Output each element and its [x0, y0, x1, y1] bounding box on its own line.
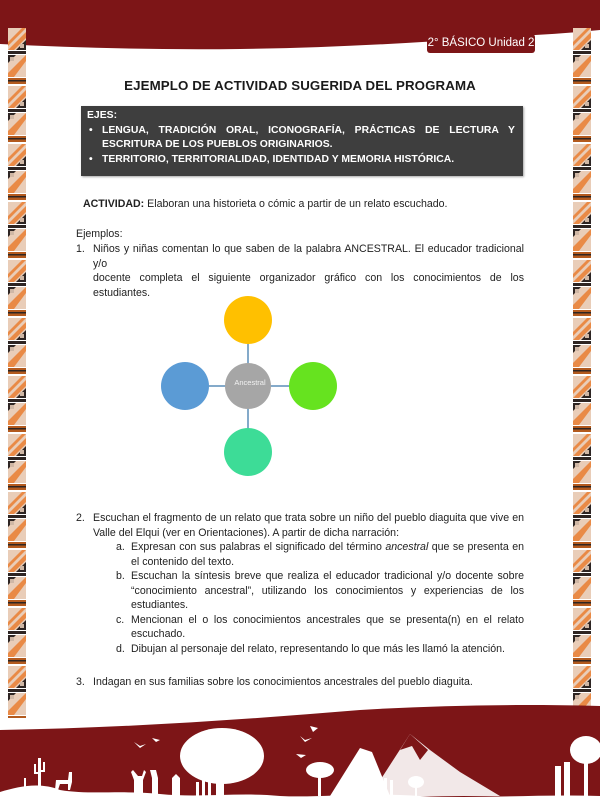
unit-badge: 2° BÁSICO Unidad 2 — [427, 34, 535, 53]
right-decorative-border — [573, 28, 591, 718]
sub-item-letter: c. — [116, 613, 125, 626]
sub-item-text: Dibujan al personaje del relato, representando lo que más les llamó la atención. — [131, 642, 505, 655]
sub-item-letter: b. — [116, 570, 125, 582]
examples-label: Ejemplos: — [76, 228, 123, 240]
ejes-item: • LENGUA, TRADICIÓN ORAL, ICONOGRAFÍA, PRÁCTICAS DE LECTURA Y ESCRITURA DE LOS PUEBLOS ORIGINARIOS. — [87, 124, 515, 153]
step-3 — [76, 675, 524, 690]
diagram-center-label: Ancestral — [234, 378, 266, 387]
landscape-silhouette-icon — [0, 700, 600, 800]
sub-item-text: que se presenta en el contenido del texto. — [131, 541, 524, 568]
step-number: 2. — [76, 512, 85, 524]
sub-item-b — [116, 569, 524, 613]
step-text-line: Valle del Elqui (ver en Orientaciones). A partir de dicha narración: — [93, 526, 400, 539]
sub-item-text: Escuchan la síntesis breve que realiza el educador tradicional y/o docente sobre “conocimiento ancestral”, utilizando los conocimientos y experiencias de los estudiantes. — [131, 570, 524, 611]
diaguita-pattern-icon — [573, 28, 591, 718]
activity-text: Elaboran una historieta o cómic a partir de un relato escuchado. — [144, 198, 448, 210]
diaguita-pattern-icon — [8, 28, 26, 718]
sub-item-letter: a. — [116, 541, 125, 553]
step-number: 3. — [76, 676, 85, 688]
ejes-list — [87, 124, 515, 168]
step-text-line: Escuchan el fragmento de un relato que trata sobre un niño del pueblo diaguita que vive en — [93, 512, 524, 524]
ejes-label: EJES: — [87, 110, 118, 121]
sub-item-d — [116, 642, 524, 657]
sub-item-text: Mencionan el o los conocimientos ancestrales que se presenta(n) en el relato escuchado. — [131, 613, 524, 640]
sub-item-c — [116, 613, 524, 642]
diagram-node-bottom — [224, 428, 272, 476]
diagram-node-top — [224, 296, 272, 344]
step-text-line: Indagan en sus familias sobre los conocimientos ancestrales del pueblo diaguita. — [93, 676, 473, 688]
diagram-node-right — [289, 362, 337, 410]
ejes-item: • TERRITORIO, TERRITORIALIDAD, IDENTIDAD Y MEMORIA HISTÓRICA. — [87, 153, 515, 168]
activity-statement — [83, 198, 523, 210]
graphic-organizer-diagram — [150, 290, 350, 480]
step-text-line: Niños y niñas comentan lo que saben de la palabra ANCESTRAL. El educador tradicional y/o — [93, 243, 524, 270]
sub-item-letter: d. — [116, 642, 125, 655]
step-2-sub-list — [116, 540, 524, 656]
activity-label: ACTIVIDAD: — [83, 198, 145, 210]
sub-item-emphasis: ancestral — [385, 541, 429, 553]
step-text-line: docente completa el siguiente organizador gráfico con los conocimientos de los estudiantes. — [93, 272, 524, 299]
sub-item-text: Expresan con sus palabras el significado del término — [131, 541, 386, 553]
left-decorative-border — [8, 28, 26, 718]
bottom-landscape-banner — [0, 700, 600, 800]
step-2 — [76, 511, 524, 540]
ejes-box — [81, 106, 523, 176]
sub-item-a — [116, 540, 524, 569]
page-title: EJEMPLO DE ACTIVIDAD SUGERIDA DEL PROGRAMA — [124, 78, 476, 93]
step-number: 1. — [76, 243, 85, 255]
diagram-node-left — [161, 362, 209, 410]
